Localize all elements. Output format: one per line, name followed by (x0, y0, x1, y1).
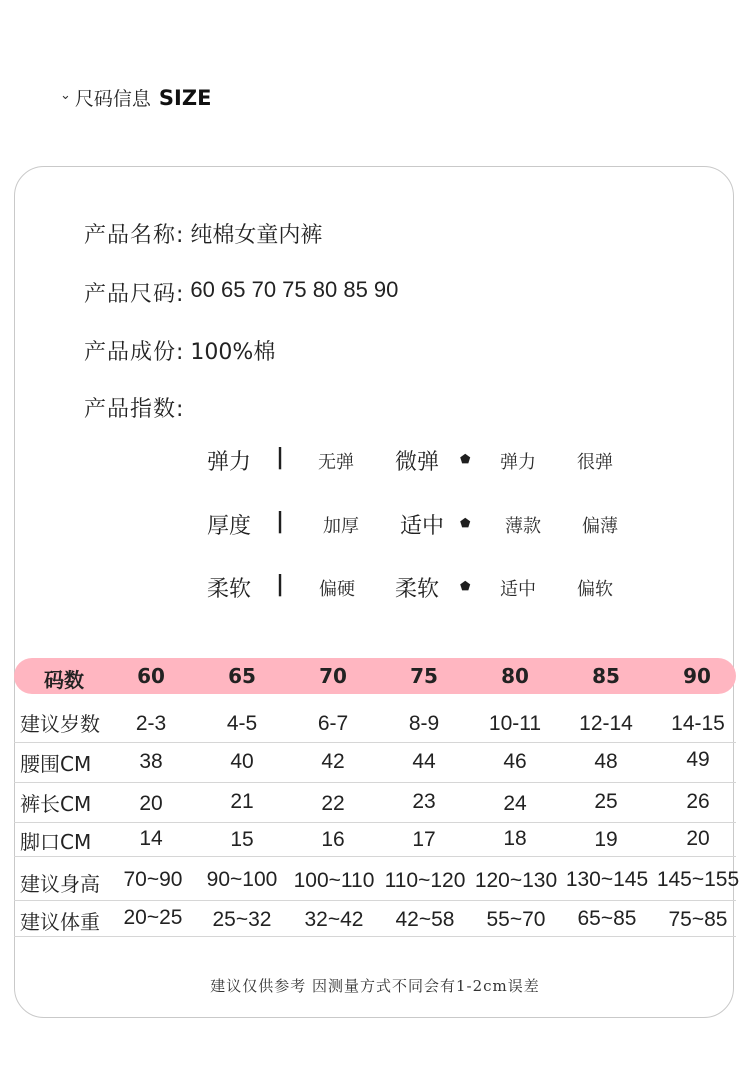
table-cell: 38 (139, 750, 163, 773)
row-label: 建议岁数 (20, 712, 100, 736)
table-cell: 100~110 (293, 869, 375, 892)
product-name-label: 产品名称: (84, 223, 185, 248)
chevron-down-icon: ⌄ (60, 88, 71, 103)
size-header-label: 码数 (44, 668, 84, 692)
table-cell: 20 (686, 827, 710, 850)
table-cell: 25~32 (212, 908, 272, 931)
index-option: 偏软 (577, 579, 613, 600)
row-label: 建议体重 (20, 910, 100, 934)
index-option: 弹力 (500, 452, 536, 473)
table-cell: 75~85 (668, 908, 728, 931)
index-option: 偏薄 (582, 516, 618, 537)
size-column-header: 90 (683, 664, 711, 688)
row-label: 建议身高 (20, 872, 100, 896)
row-label: 脚口CM (20, 830, 92, 854)
table-cell: 22 (321, 792, 345, 815)
table-cell: 24 (503, 792, 527, 815)
table-row (14, 822, 736, 857)
index-option: 适中 (500, 579, 536, 600)
table-cell: 32~42 (304, 908, 364, 931)
table-cell: 18 (503, 827, 527, 850)
index-option: 很弹 (577, 452, 613, 473)
table-cell: 48 (594, 750, 618, 773)
product-size-row (84, 277, 398, 308)
section-header (60, 84, 211, 111)
table-cell: 4-5 (226, 712, 258, 735)
product-material-row (84, 335, 275, 366)
index-name: 厚度 (207, 514, 252, 539)
table-cell: 20~25 (123, 906, 183, 929)
measurement-disclaimer: 建议仅供参考 因测量方式不同会有1-2cm误差 (210, 977, 540, 995)
row-label: 裤长CM (20, 792, 92, 816)
table-cell: 2-3 (135, 712, 167, 735)
index-row-softness (0, 572, 750, 612)
table-row (14, 900, 736, 937)
table-cell: 21 (230, 790, 254, 813)
table-cell: 19 (594, 828, 618, 851)
table-cell: 14-15 (671, 712, 725, 735)
table-cell: 25 (594, 790, 618, 813)
table-cell: 90~100 (206, 868, 278, 891)
product-name-value: 纯棉女童内裤 (190, 223, 323, 248)
size-column-header: 85 (592, 664, 620, 688)
index-option: 薄款 (505, 516, 541, 537)
table-cell: 23 (412, 790, 436, 813)
product-name-row (84, 218, 322, 249)
table-cell: 14 (139, 827, 163, 850)
product-index-label: 产品指数: (84, 397, 185, 422)
size-table-header (14, 658, 736, 694)
table-row (14, 702, 736, 743)
table-cell: 16 (321, 828, 345, 851)
table-cell: 70~90 (123, 868, 183, 891)
index-bar-icon: | (276, 445, 285, 470)
table-cell: 46 (503, 750, 527, 773)
table-cell: 65~85 (577, 907, 637, 930)
table-cell: 55~70 (486, 908, 546, 931)
table-row (14, 856, 740, 901)
section-title-en: SIZE (158, 85, 212, 110)
table-cell: 49 (686, 748, 710, 771)
table-cell: 42~58 (395, 908, 455, 931)
index-bar-icon: | (276, 509, 285, 534)
table-cell: 40 (230, 750, 254, 773)
product-material-label: 产品成份: (84, 340, 185, 365)
index-option-selected: 微弹 (395, 450, 440, 475)
size-column-header: 80 (501, 664, 529, 688)
size-column-header: 75 (410, 664, 438, 688)
product-material-value: 100%棉 (190, 340, 276, 365)
table-cell: 145~155 (656, 868, 740, 891)
index-name: 弹力 (207, 450, 252, 475)
table-cell: 130~145 (565, 868, 649, 891)
index-option: 无弹 (318, 452, 354, 473)
table-cell: 120~130 (474, 869, 558, 892)
table-cell: 8-9 (408, 712, 440, 735)
index-option: 偏硬 (319, 579, 355, 600)
table-cell: 6-7 (317, 712, 349, 735)
pentagon-marker-icon: ⬟ (460, 579, 471, 593)
table-cell: 17 (412, 828, 436, 851)
index-row-thickness (0, 509, 750, 549)
index-option-selected: 适中 (400, 514, 445, 539)
index-name: 柔软 (207, 577, 252, 602)
table-cell: 42 (321, 750, 345, 773)
row-label: 腰围CM (20, 752, 92, 776)
table-row (14, 742, 736, 783)
table-cell: 20 (139, 792, 163, 815)
table-cell: 15 (230, 828, 254, 851)
table-cell: 26 (686, 790, 710, 813)
table-cell: 44 (412, 750, 436, 773)
product-size-label: 产品尺码: (84, 282, 185, 307)
index-option-selected: 柔软 (395, 577, 440, 602)
index-option: 加厚 (323, 516, 359, 537)
size-column-header: 60 (137, 664, 165, 688)
section-title-cn: 尺码信息 (74, 88, 151, 110)
size-column-header: 70 (319, 664, 347, 688)
product-size-value: 60 65 70 75 80 85 90 (190, 277, 399, 302)
table-cell: 110~120 (384, 869, 466, 892)
pentagon-marker-icon: ⬟ (460, 452, 471, 466)
index-bar-icon: | (276, 572, 285, 597)
table-cell: 10-11 (488, 712, 542, 735)
pentagon-marker-icon: ⬟ (460, 516, 471, 530)
size-column-header: 65 (228, 664, 256, 688)
table-row (14, 782, 736, 823)
product-index-row (84, 392, 184, 423)
table-cell: 12-14 (579, 712, 633, 735)
index-row-elasticity (0, 445, 750, 485)
